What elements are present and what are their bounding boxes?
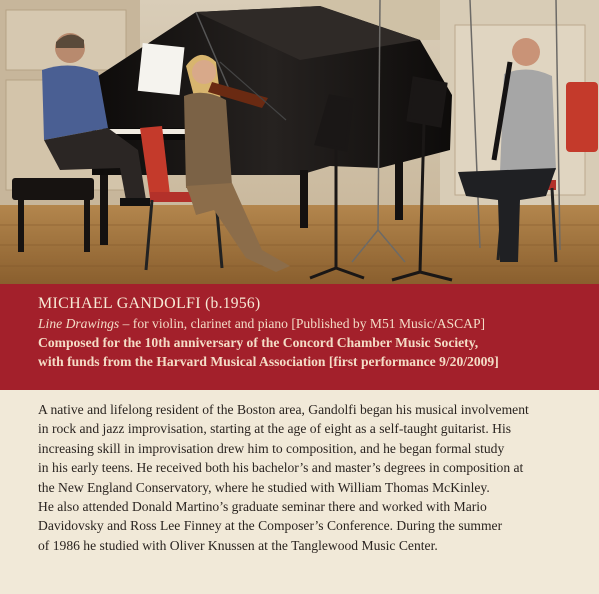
bio-line: increasing skill in improvisation drew him to composition, and he began formal study [38, 440, 505, 456]
commission-line: Composed for the 10th anniversary of the Concord Chamber Music Society, [38, 335, 479, 350]
work-line [38, 314, 599, 333]
work-title: Line Drawings [38, 316, 120, 331]
bio-line: He also attended Donald Martino’s graduate seminar there and worked with Mario [38, 499, 487, 515]
composer-heading [38, 294, 599, 314]
program-header-band [0, 284, 599, 390]
bio-line: A native and lifelong resident of the Boston area, Gandolfi began his musical involvement [38, 402, 529, 417]
bio-line: the New England Conservatory, where he studied with William Thomas McKinley. [38, 479, 490, 495]
work-instrumentation: – for violin, clarinet and piano [Published by M51 Music/ASCAP] [119, 316, 486, 331]
bio-line: in rock and jazz improvisation, starting at the age of eight as a self-taught guitarist. His [38, 421, 512, 437]
bio-line: in his early teens. He received both his bachelor’s and master’s degrees in composition at [38, 460, 524, 476]
composer-years: (b.1956) [205, 295, 261, 312]
composer-biography [38, 400, 578, 555]
commission-line: with funds from the Harvard Musical Association [first performance 9/20/2009] [38, 354, 499, 369]
bio-line: of 1986 he studied with Oliver Knussen at the Tanglewood Music Center. [38, 537, 438, 553]
bio-line: Davidovsky and Ross Lee Finney at the Composer’s Conference. During the summer [38, 518, 503, 534]
performance-photo [0, 0, 599, 284]
commission-note [38, 333, 599, 371]
composer-name: MICHAEL GANDOLFI [38, 295, 201, 312]
